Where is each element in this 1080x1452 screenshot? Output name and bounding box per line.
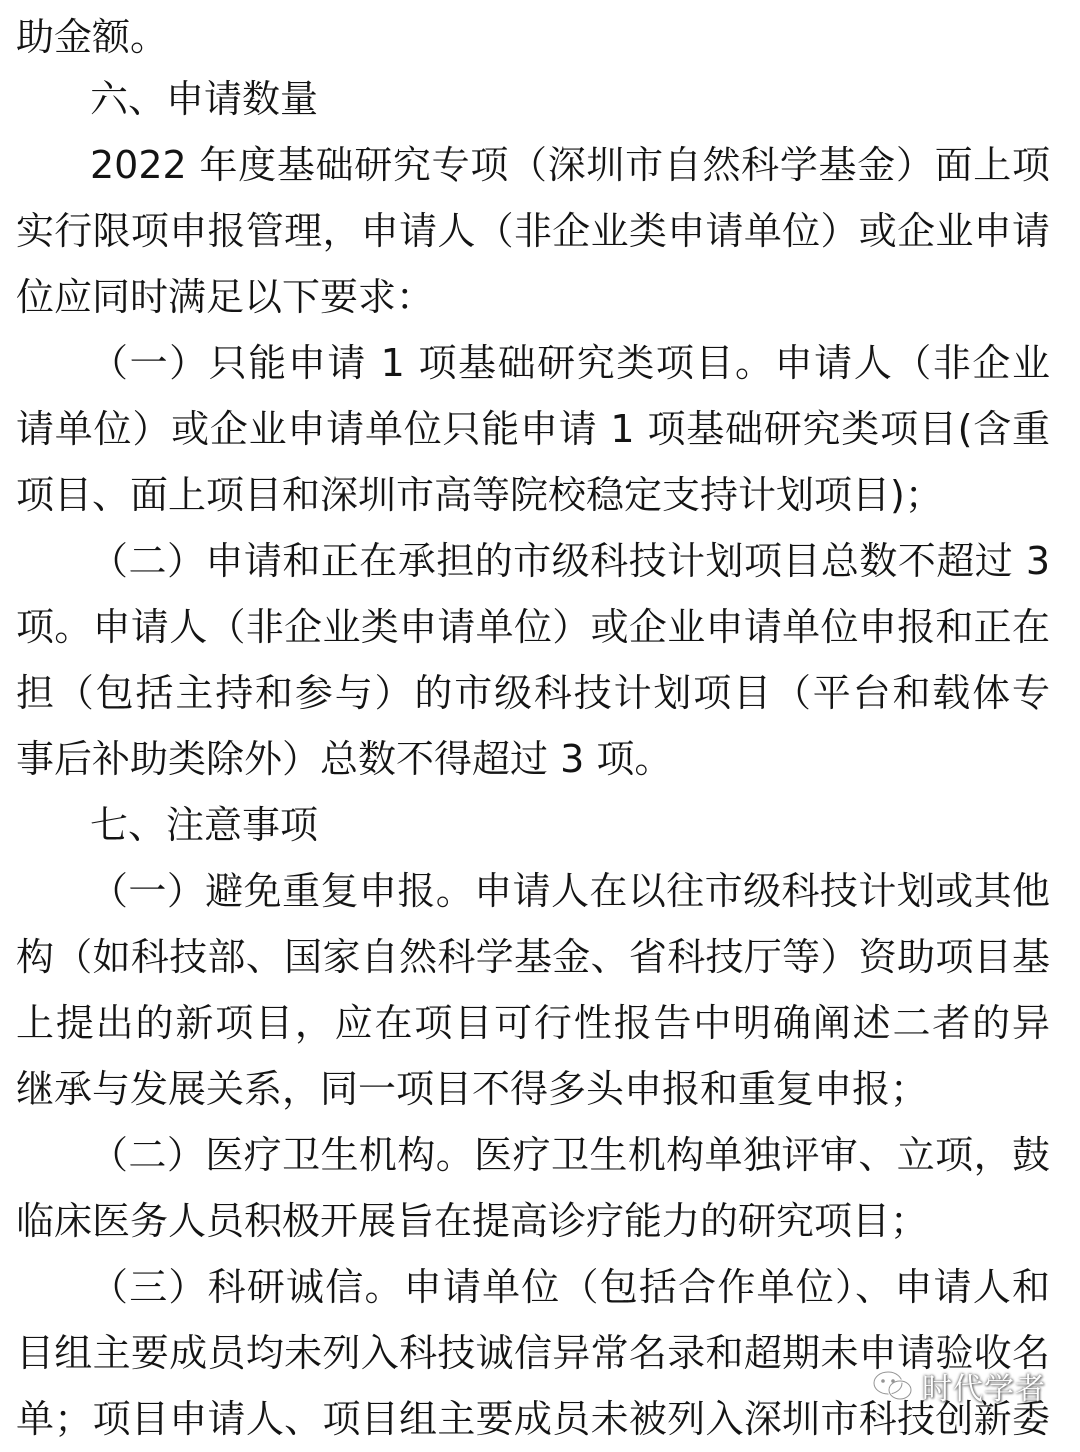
watermark — [872, 1362, 1046, 1410]
wechat-icon — [872, 1369, 914, 1403]
text-line: 位应同时满足以下要求： — [16, 275, 435, 319]
watermark-text: 时代学者 — [922, 1372, 1046, 1407]
text-line: 事后补助类除外）总数不得超过 3 项。 — [16, 737, 673, 781]
text-line: （三）科研诚信。申请单位（包括合作单位）、申请人和 — [90, 1265, 1050, 1309]
text-line: 构（如科技部、国家自然科学基金、省科技厅等）资助项目基 — [16, 935, 1050, 979]
section-heading: 六、申请数量 — [90, 77, 319, 121]
text-line: （一）只能申请 1 项基础研究类项目。申请人（非企业 — [90, 341, 1050, 385]
text-line: 上提出的新项目，应在项目可行性报告中明确阐述二者的异 — [16, 1001, 1050, 1045]
text-line: 继承与发展关系，同一项目不得多头申报和重复申报； — [16, 1067, 929, 1111]
text-line: （二）医疗卫生机构。医疗卫生机构单独评审、立项，鼓 — [90, 1133, 1050, 1177]
text-line: 助金额。 — [16, 15, 169, 59]
text-line: 请单位）或企业申请单位只能申请 1 项基础研究类项目(含重 — [16, 407, 1050, 451]
text-line: （一）避免重复申报。申请人在以往市级科技计划或其他 — [90, 869, 1050, 913]
text-line: 担（包括主持和参与）的市级科技计划项目（平台和载体专 — [16, 671, 1050, 715]
text-line: （二）申请和正在承担的市级科技计划项目总数不超过 3 — [90, 539, 1050, 583]
section-heading: 七、注意事项 — [90, 803, 319, 847]
text-line: 单；项目申请人、项目组主要成员未被列入深圳市科技创新委 — [16, 1397, 1050, 1441]
text-line: 实行限项申报管理，申请人（非企业类申请单位）或企业申请 — [16, 209, 1050, 253]
text-line: 项目、面上项目和深圳市高等院校稳定支持计划项目)； — [16, 473, 943, 517]
text-line: 临床医务人员积极开展旨在提高诊疗能力的研究项目； — [16, 1199, 929, 1243]
text-line: 2022 年度基础研究专项（深圳市自然科学基金）面上项 — [90, 143, 1050, 187]
text-line: 目组主要成员均未列入科技诚信异常名录和超期未申请验收名 — [16, 1331, 1050, 1375]
text-line: 项。申请人（非企业类申请单位）或企业申请单位申报和正在 — [16, 605, 1050, 649]
